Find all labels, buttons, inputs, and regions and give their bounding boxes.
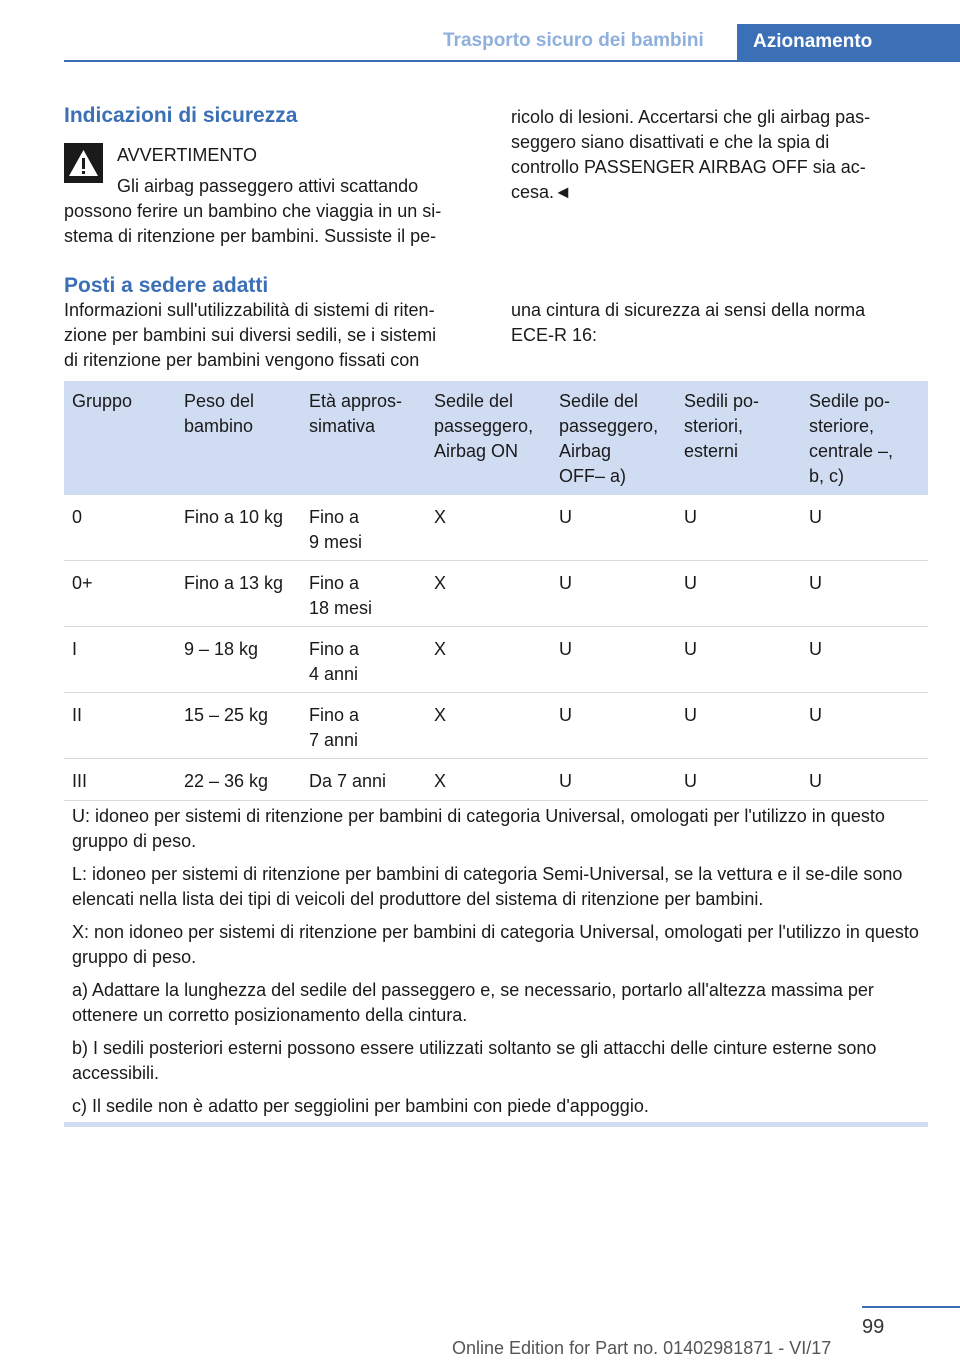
child-seat-table: [64, 381, 928, 801]
table-cell: X: [434, 705, 447, 725]
table-row: [64, 693, 928, 759]
table-cell: Fino a 7 anni: [309, 705, 360, 750]
table-cell: U: [809, 507, 822, 527]
warning-label: AVVERTIMENTO: [117, 145, 258, 165]
table-cell: Fino a 9 mesi: [309, 507, 363, 552]
table-cell: Fino a 10 kg: [184, 507, 284, 527]
table-cell: U: [559, 639, 572, 659]
table-cell: U: [559, 507, 572, 527]
page-number: 99: [862, 1316, 885, 1338]
table-cell: 0+: [72, 573, 93, 593]
seats-intro-left: Informazioni sull'utilizzabilità di sistemi di riten- zione per bambini sui diversi sedili, se i sistemi di ritenzione per bambini vengono fissati con: [64, 300, 437, 370]
note-b: b) I sedili posteriori esterni possono essere utilizzati soltanto se gli attacchi delle cinture esterne sono accessibili.: [72, 1038, 877, 1083]
warning-text-left: possono ferire un bambino che viaggia in un si- stema di ritenzione per bambini. Sussiste il pe-: [64, 201, 442, 246]
table-cell: X: [434, 639, 447, 659]
note-u: U: idoneo per sistemi di ritenzione per bambini di categoria Universal, omologati per l'utilizzo in questo gruppo di peso.: [72, 806, 885, 851]
table-notes: [64, 804, 924, 1127]
table-row: [64, 495, 928, 561]
table-header-row: [64, 381, 928, 495]
notes-divider: [64, 1122, 928, 1127]
safety-title: Indicazioni di sicurezza: [64, 104, 298, 127]
table-row: [64, 561, 928, 627]
note-c: c) Il sedile non è adatto per seggiolini per bambini con piede d'appoggio.: [72, 1096, 649, 1116]
table-cell: 9 – 18 kg: [184, 639, 259, 659]
header-airbag-off: Sedile del passeggero, Airbag OFF– a): [559, 391, 659, 486]
header-rear-center: Sedile po- steriore, centrale –, b, c): [809, 391, 894, 486]
header-rear-outer: Sedili po- steriori, esterni: [684, 391, 760, 461]
table-cell: III: [72, 771, 88, 791]
note-l: L: idoneo per sistemi di ritenzione per bambini di categoria Semi-Universal, se la vettura e il se-dile sono elencati nella lista dei tipi di veicoli del produttore del sistema di ritenzione per bambini.: [72, 864, 903, 909]
page-number-rule: [862, 1306, 960, 1308]
table-row: [64, 627, 928, 693]
seats-intro-right: una cintura di sicurezza ai sensi della norma ECE-R 16:: [511, 300, 866, 345]
warning-text-right: ricolo di lesioni. Accertarsi che gli airbag pas- seggero siano disattivati e che la spia di controllo PASSENGER AIRBAG OFF sia ac- cesa.◄: [511, 107, 871, 202]
table-cell: X: [434, 771, 447, 791]
footer-edition: Online Edition for Part no. 01402981871 - VI/17: [452, 1338, 832, 1358]
note-a: a) Adattare la lunghezza del sedile del passeggero e, se necessario, portarlo all'altezza massima per ottenere un corretto posizionamento della cintura.: [72, 980, 874, 1025]
table-cell: U: [684, 705, 697, 725]
table-cell: X: [434, 507, 447, 527]
table-cell: U: [559, 705, 572, 725]
table-cell: 0: [72, 507, 83, 527]
warning-line-1: Gli airbag passeggero attivi scattando: [117, 176, 419, 196]
table-cell: Da 7 anni: [309, 771, 387, 791]
table-cell: U: [809, 639, 822, 659]
table-cell: U: [684, 771, 697, 791]
note-x: X: non idoneo per sistemi di ritenzione per bambini di categoria Universal, omologati per l'utilizzo in questo gruppo di peso.: [72, 922, 919, 967]
table-cell: Fino a 18 mesi: [309, 573, 373, 618]
table-cell: U: [684, 639, 697, 659]
table-row: [64, 759, 928, 801]
table-cell: U: [684, 507, 697, 527]
header-section-title: Trasporto sicuro dei bambini: [443, 30, 704, 51]
warning-triangle-icon: [64, 143, 103, 183]
table-cell: U: [684, 573, 697, 593]
table-cell: II: [72, 705, 83, 725]
header-airbag-on: Sedile del passeggero, Airbag ON: [434, 391, 534, 461]
table-cell: X: [434, 573, 447, 593]
header-chapter-tab[interactable]: Azionamento: [737, 24, 960, 61]
table-cell: I: [72, 639, 78, 659]
header-peso: Peso del bambino: [184, 391, 255, 436]
table-cell: U: [809, 771, 822, 791]
table-cell: Fino a 4 anni: [309, 639, 360, 684]
table-cell: U: [809, 705, 822, 725]
table-cell: U: [559, 573, 572, 593]
header-eta: Età appros- simativa: [309, 391, 403, 436]
table-cell: 15 – 25 kg: [184, 705, 269, 725]
table-cell: Fino a 13 kg: [184, 573, 284, 593]
seats-title: Posti a sedere adatti: [64, 274, 269, 297]
table-cell: U: [559, 771, 572, 791]
table-cell: U: [809, 573, 822, 593]
table-cell: 22 – 36 kg: [184, 771, 269, 791]
header-gruppo: Gruppo: [72, 391, 133, 411]
